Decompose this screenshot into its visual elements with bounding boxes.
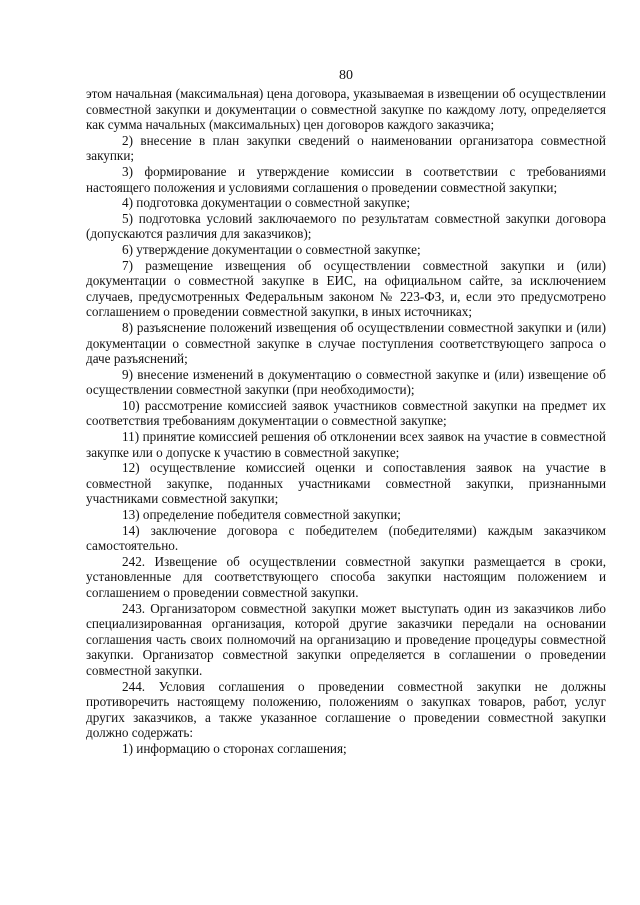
paragraph-item-4: 4) подготовка документации о совместной закупке; bbox=[122, 195, 410, 211]
paragraph-subitem-1: 1) информацию о сторонах соглашения; bbox=[122, 740, 347, 756]
page-number: 80 bbox=[339, 68, 353, 83]
paragraph-clause-242: 242. Извещение об осуществлении совместной закупки размещается в сроки, установленные для соответствующего способа закупки настоящим положением и соглашением о проведении совместной закупки. bbox=[86, 553, 606, 600]
paragraph-item-11: 11) принятие комиссией решения об отклонении всех заявок на участие в совместной закупке или о допуске к участию в совместной закупке; bbox=[86, 429, 606, 460]
paragraph-item-14: 14) заключение договора с победителем (победителями) каждым заказчиком самостоятельно. bbox=[86, 522, 606, 554]
paragraph-item-2: 2) внесение в план закупки сведений о наименовании организатора совместной закупки; bbox=[86, 132, 606, 164]
paragraph-continuation: этом начальная (максимальная) цена договора, указываемая в извещении об осуществлении совместной закупки и документации о совместной закупке по каждому лоту, определяется как сумма начальных (максимальных) цен договоров каждого заказчика; bbox=[86, 86, 606, 133]
paragraph-item-3: 3) формирование и утверждение комиссии в соответствии с требованиями настоящего положения и условиями соглашения о проведении совместной закупки; bbox=[86, 163, 606, 195]
paragraph-clause-243: 243. Организатором совместной закупки может выступать один из заказчиков либо специализированная организация, которой другие заказчики передали на основании соглашения часть своих полномочий на организацию и проведение процедуры совместной закупки. Организатор совместной закупки определяется в соглашении о проведении совместной закупки. bbox=[86, 600, 606, 678]
paragraph-item-7: 7) размещение извещения об осуществлении совместной закупки и (или) документации о совместной закупке в ЕИС, на официальном сайте, за исключением случаев, предусмотренных Федеральным законом № 223-ФЗ, и, если это предусмотрено соглашением о проведении совместной закупки, в иных источниках; bbox=[86, 257, 606, 320]
paragraph-item-12: 12) осуществление комиссией оценки и сопоставления заявок на участие в совместной закупке, поданных участниками совместной закупки, признанными участниками совместной закупки; bbox=[86, 460, 606, 507]
paragraph-item-10: 10) рассмотрение комиссией заявок участников совместной закупки на предмет их соответствия требованиям документации о совместной закупке; bbox=[86, 397, 606, 429]
paragraph-item-5: 5) подготовка условий заключаемого по результатам совместной закупки договора (допускаются различия для заказчиков); bbox=[86, 210, 606, 242]
paragraph-item-13: 13) определение победителя совместной закупки; bbox=[122, 507, 401, 523]
paragraph-item-8: 8) разъяснение положений извещения об осуществлении совместной закупки и (или) документации о совместной закупке в случае поступления соответствующего запроса о даче разъяснений; bbox=[86, 319, 606, 367]
paragraph-item-6: 6) утверждение документации о совместной закупке; bbox=[122, 241, 421, 257]
paragraph-clause-244: 244. Условия соглашения о проведении совместной закупки не должны противоречить настоящему положению, положениям о закупках товаров, работ, услуг других заказчиков, а также указанное соглашение о проведении совместной закупки должно содержать: bbox=[86, 678, 606, 741]
paragraph-item-9: 9) внесение изменений в документацию о совместной закупке и (или) извещение об осуществлении совместной закупки (при необходимости); bbox=[86, 366, 606, 398]
